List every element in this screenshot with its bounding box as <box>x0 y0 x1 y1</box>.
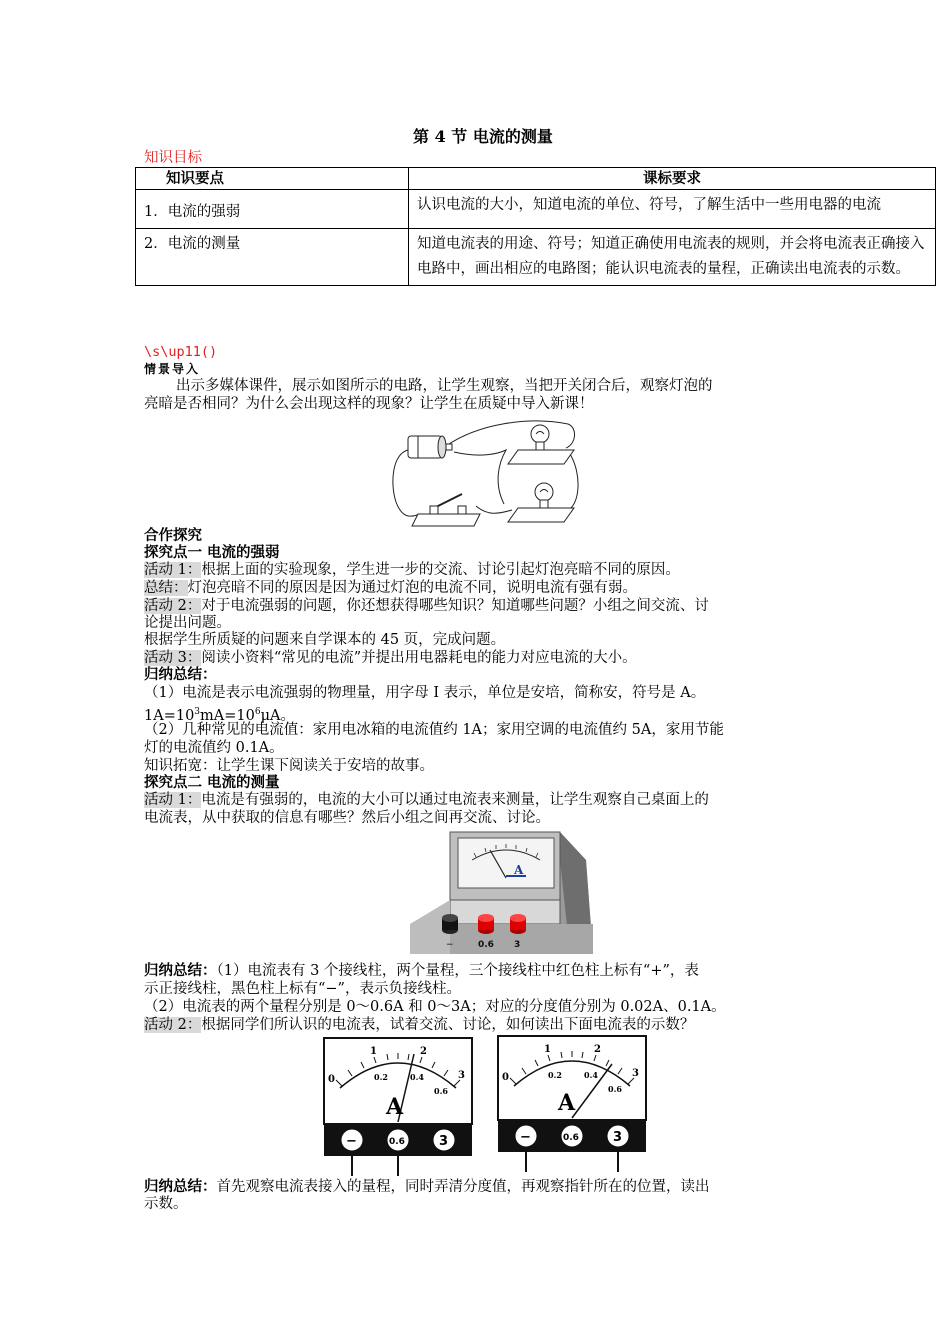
scene-intro-line2: 亮暗是否相同？为什么会出现这样的现象？让学生在质疑中导入新课！ <box>144 396 594 412</box>
table-row <box>136 229 936 286</box>
table-header-point: 知识要点 <box>136 168 409 190</box>
lamp-icon <box>508 483 574 522</box>
p2-summary1-cont: 示正接线柱，黑色柱上标有“−”，表示负接线柱。 <box>144 981 461 997</box>
p2-activity1 <box>144 791 709 809</box>
scale-label: 3 <box>632 1068 639 1079</box>
p2-activity2 <box>144 1016 694 1034</box>
ammeter-photo <box>410 830 593 954</box>
terminal-label: 0.6 <box>478 940 494 950</box>
p1-summary <box>144 579 637 597</box>
terminal-label: 3 <box>439 1134 449 1149</box>
scale-label: 0.6 <box>434 1086 448 1096</box>
unit-part: 1A=10 <box>144 707 195 724</box>
table-cell-req: 知道电流表的用途、符号；知道正确使用电流表的规则，并会将电流表正确接入电路中，画出相应的电路图；能认识电流表的量程，正确读出电流表的示数。 <box>409 229 936 286</box>
point2-title: 探究点二 电流的测量 <box>144 774 280 791</box>
terminal-label: − <box>520 1130 531 1145</box>
table-cell-point: 2．电流的测量 <box>136 229 409 286</box>
activity-text: 根据上面的实验现象，学生进一步的交流、讨论引起灯泡亮暗不同的原因。 <box>201 562 680 578</box>
p1-activity2-cont: 论提出问题。 <box>144 615 231 631</box>
knowledge-table <box>135 167 936 286</box>
p1-extension: 知识拓宽：让学生课下阅读关于安培的故事。 <box>144 758 434 774</box>
activity-label: 活动 3： <box>144 650 202 666</box>
p2-summary1 <box>144 962 699 980</box>
dial-unit: A <box>558 1090 576 1116</box>
scale-label: 0.2 <box>374 1072 388 1082</box>
unit-part: mA=10 <box>200 707 255 724</box>
terminal-icon <box>442 914 458 934</box>
summary-label: 总结： <box>144 580 188 596</box>
activity-text: 对于电流强弱的问题，你还想获得哪些知识？知道哪些问题？小组之间交流、讨 <box>201 598 709 614</box>
activity-text: 阅读小资料“常见的电流”并提出用电器耗电的能力对应电流的大小。 <box>201 650 637 666</box>
p1-activity3 <box>144 649 637 667</box>
scale-label: 0.2 <box>548 1070 562 1080</box>
scale-label: 2 <box>420 1046 427 1057</box>
scale-label: 0.4 <box>410 1072 424 1082</box>
table-cell-req: 认识电流的大小，知道电流的单位、符号，了解生活中一些用电器的电流 <box>409 190 936 229</box>
terminal-label: 0.6 <box>389 1137 405 1147</box>
summary-text: （1）电流表有 3 个接线柱，两个量程，三个接线柱中红色柱上标有“+”，表 <box>216 963 699 979</box>
induce-label: 归纳总结： <box>144 1178 217 1195</box>
final-summary <box>144 1178 710 1196</box>
p2-summary2: （2）电流表的两个量程分别是 0～0.6A 和 0～3A；对应的分度值分别为 0.02A、0.1A。 <box>144 999 726 1015</box>
p1-activity2 <box>144 597 709 615</box>
scale-label: 1 <box>370 1046 377 1057</box>
unit-exponent: 3 <box>194 707 201 717</box>
ammeter-dial-left <box>322 1036 474 1176</box>
scale-label: 3 <box>458 1070 465 1081</box>
final-summary-cont: 示数。 <box>144 1196 188 1212</box>
p1-activity1 <box>144 561 680 579</box>
terminal-icon <box>478 914 494 934</box>
terminal-label: − <box>346 1134 357 1149</box>
summary-text: 首先观察电流表接入的量程，同时弄清分度值，再观察指针所在的位置，读出 <box>216 1179 710 1195</box>
knowledge-goal-label: 知识目标 <box>144 150 202 166</box>
p1-summary1: （1）电流是表示电流强弱的物理量，用字母 I 表示，单位是安培，简称安，符号是 A。 <box>144 685 706 701</box>
scale-label: 0.6 <box>608 1084 622 1094</box>
p2-activity1-cont: 电流表，从中获取的信息有哪些？然后小组之间再交流、讨论。 <box>144 810 550 826</box>
p1-read-line: 根据学生所质疑的问题来自学课本的 45 页，完成问题。 <box>144 632 506 648</box>
unit-exponent: 6 <box>254 707 261 717</box>
activity-text: 电流是有强弱的，电流的大小可以通过电流表来测量，让学生观察自己桌面上的 <box>201 792 709 808</box>
scale-label: 2 <box>594 1044 601 1055</box>
unit-part: μA。 <box>260 707 295 724</box>
battery-icon <box>408 436 452 458</box>
activity-label: 活动 2： <box>144 1017 202 1033</box>
table-header-req: 课标要求 <box>409 168 936 190</box>
p1-induce-label: 归纳总结： <box>144 666 217 683</box>
table-cell-point: 1．电流的强弱 <box>136 190 409 229</box>
ammeter-dial-right <box>496 1034 648 1174</box>
activity-label: 活动 2： <box>144 598 202 614</box>
terminal-icon <box>510 914 526 934</box>
activity-text: 根据同学们所认识的电流表，试着交流、讨论，如何读出下面电流表的示数？ <box>201 1017 695 1033</box>
terminal-label: 3 <box>514 940 521 950</box>
scale-label: 0 <box>328 1074 335 1085</box>
table-row <box>136 190 936 229</box>
circuit-diagram <box>388 414 584 528</box>
activity-label: 活动 1： <box>144 562 202 578</box>
switch-icon <box>412 494 480 526</box>
terminal-label: 0.6 <box>563 1133 579 1143</box>
field-code: \s\up11() <box>144 344 218 360</box>
point1-title: 探究点一 电流的强弱 <box>144 544 280 561</box>
coop-label: 合作探究 <box>144 527 202 544</box>
p1-summary2-cont: 灯的电流值约 0.1A。 <box>144 740 284 756</box>
p1-summary2: （2）几种常见的电流值：家用电冰箱的电流值约 1A；家用空调的电流值约 5A，家用节能 <box>144 722 724 738</box>
page-title: 第 4 节 电流的测量 <box>413 127 553 146</box>
scale-label: 0 <box>502 1072 509 1083</box>
induce-label: 归纳总结： <box>144 962 217 979</box>
lamp-icon <box>508 425 574 464</box>
terminal-label: 3 <box>613 1130 623 1145</box>
meter-unit-label: A <box>514 863 524 877</box>
scene-intro-line1: 出示多媒体课件，展示如图所示的电路，让学生观察，当把开关闭合后，观察灯泡的 <box>176 378 713 394</box>
terminal-label: − <box>446 940 454 950</box>
summary-text: 灯泡亮暗不同的原因是因为通过灯泡的电流不同，说明电流有强有弱。 <box>187 580 637 596</box>
scale-label: 0.4 <box>584 1070 598 1080</box>
dial-unit: A <box>386 1094 404 1120</box>
scene-intro-label: 情景导入 <box>144 362 201 376</box>
table-header-row <box>136 168 936 190</box>
scale-label: 1 <box>544 1044 551 1055</box>
activity-label: 活动 1： <box>144 792 202 808</box>
